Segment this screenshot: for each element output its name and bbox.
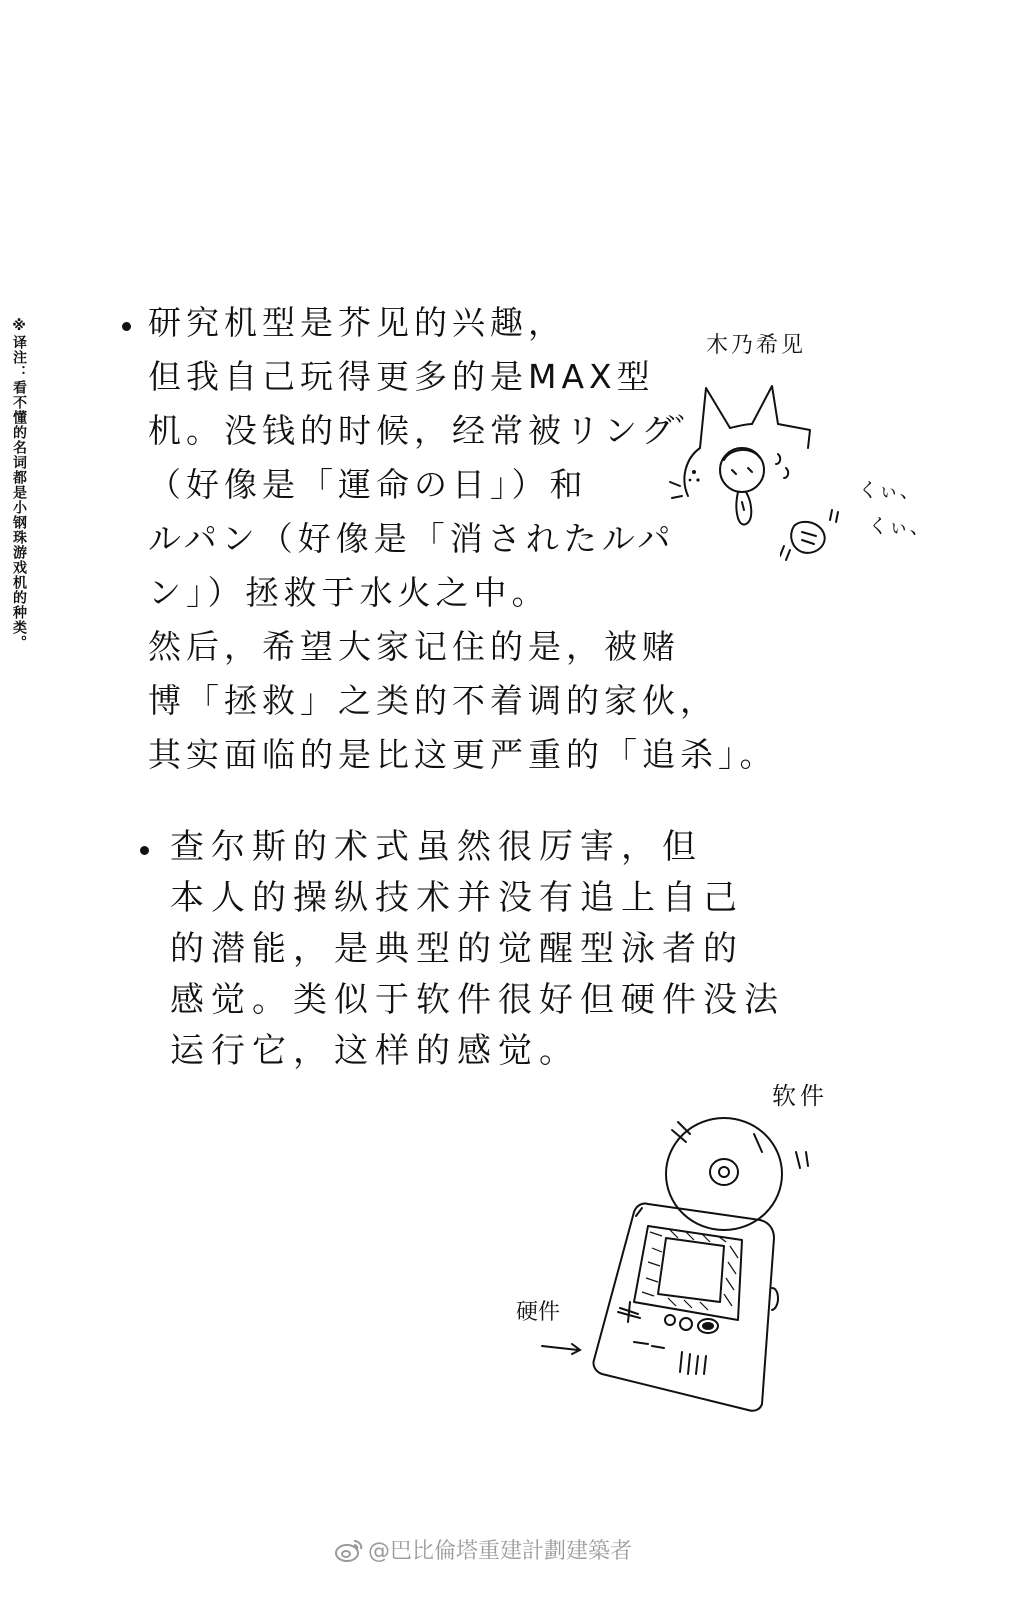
section-1-line: 然后，希望大家记住的是，被赌	[148, 627, 680, 666]
hand-sketch	[780, 506, 850, 566]
hardware-arrow	[540, 1340, 584, 1356]
section-2-line: 感觉。类似于软件很好但硬件没法	[170, 980, 785, 1020]
section-2-line: 查尔斯的术式虽然很厉害，但	[170, 827, 703, 867]
sound-effect-label: くぃ、	[858, 478, 921, 502]
section-2-line: 的潜能，是典型的觉醒型泳者的	[170, 929, 744, 969]
hardware-label: 硬件	[516, 1300, 561, 1325]
section-1-line: 博「拯救」之类的不着调的家伙，	[148, 681, 718, 720]
section-1-line: ン」）拯救于水火之中。	[148, 573, 550, 612]
sound-effect-label: くぃ、	[868, 514, 931, 538]
section-1-line: ルパン（好像是「消されたルパ	[148, 519, 676, 558]
section-1-line: （好像是「運命の日」）和	[148, 465, 588, 504]
bullet-point-2	[140, 846, 149, 855]
watermark-text: @巴比倫塔重建計劃建築者	[368, 1539, 633, 1564]
section-2-text	[170, 822, 785, 1077]
bullet-point-1	[122, 322, 131, 331]
section-1-line: 但我自己玩得更多的是MAX型	[148, 357, 655, 396]
section-1-line: 研究机型是芥见的兴趣，	[148, 303, 566, 342]
weibo-icon	[334, 1537, 364, 1563]
translator-note: ※译注：看不懂的名词都是小钢珠游戏机的种类。	[11, 318, 27, 650]
section-2-line: 本人的操纵技术并没有追上自己	[170, 878, 744, 918]
software-label: 软件	[772, 1082, 828, 1110]
gameboy-sketch	[590, 1112, 840, 1412]
section-2-line: 运行它，这样的感觉。	[170, 1031, 580, 1071]
watermark	[334, 1534, 632, 1565]
section-1-line: 机。没钱的时候，经常被リングﾞ	[148, 411, 696, 450]
author-name-label: 木乃希见	[706, 333, 807, 358]
section-1-line: 其实面临的是比这更严重的「追杀」。	[148, 735, 778, 774]
